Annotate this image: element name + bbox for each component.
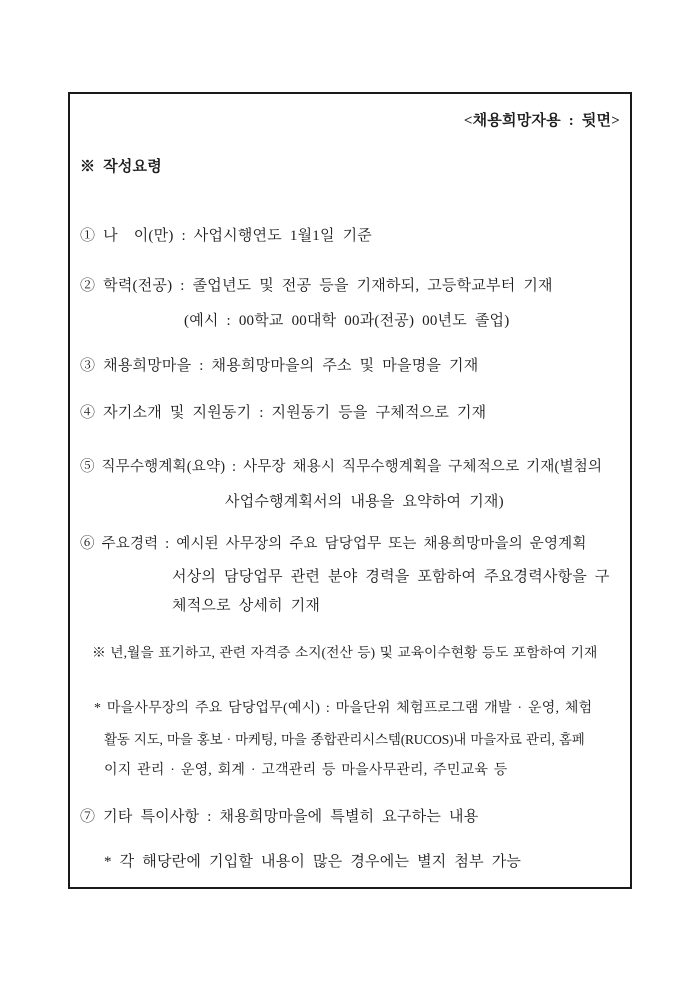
note-record-format: ※ 년,월을 표기하고, 관련 자격증 소지(전산 등) 및 교육이수현황 등도 포함하여 기재 bbox=[92, 645, 598, 660]
note-duties-example-line-3: 이지 관리 · 운영, 회계 · 고객관리 등 마을사무관리, 주민교육 등 bbox=[104, 763, 508, 778]
note-duties-example-line-1: * 마을사무장의 주요 담당업무(예시) : 마을단위 체험프로그램 개발 · 운영, 체험 bbox=[94, 701, 593, 716]
instruction-item-2-line-2: (예시 : 00학교 00대학 00과(전공) 00년도 졸업) bbox=[184, 313, 510, 329]
instruction-item-6-line-3: 체적으로 상세히 기재 bbox=[172, 598, 321, 614]
instruction-item-5-line-2: 사업수행계획서의 내용을 요약하여 기재) bbox=[225, 494, 504, 510]
instruction-item-6-line-1: ⑥ 주요경력 : 예시된 사무장의 주요 담당업무 또는 채용희망마을의 운영계획 bbox=[80, 536, 587, 552]
instruction-item-4-line-1: ④ 자기소개 및 지원동기 : 지원동기 등을 구체적으로 기재 bbox=[80, 405, 487, 421]
note-attachment: * 각 해당란에 기입할 내용이 많은 경우에는 별지 첨부 가능 bbox=[104, 854, 522, 870]
instruction-item-6-line-2: 서상의 담당업무 관련 분야 경력을 포함하여 주요경력사항을 구 bbox=[172, 569, 610, 585]
instruction-item-2-line-1: ② 학력(전공) : 졸업년도 및 전공 등을 기재하되, 고등학교부터 기재 bbox=[80, 278, 553, 294]
instruction-item-1-line-1: ① 나 이(만) : 사업시행연도 1월1일 기준 bbox=[80, 228, 372, 244]
section-heading: ※ 작성요령 bbox=[80, 159, 162, 175]
instruction-item-7-line-1: ⑦ 기타 특이사항 : 채용희망마을에 특별히 요구하는 내용 bbox=[80, 809, 479, 825]
instruction-item-5-line-1: ⑤ 직무수행계획(요약) : 사무장 채용시 직무수행계획을 구체적으로 기재(별첨의 bbox=[80, 459, 603, 475]
document-border-frame bbox=[68, 92, 632, 889]
instruction-item-3-line-1: ③ 채용희망마을 : 채용희망마을의 주소 및 마을명을 기재 bbox=[80, 358, 479, 374]
corner-note: <채용희망자용 : 뒷면> bbox=[463, 113, 620, 129]
note-duties-example-line-2: 활동 지도, 마을 홍보 · 마케팅, 마을 종합관리시스템(RUCOS)내 마을자료 관리, 홈페 bbox=[104, 732, 585, 747]
